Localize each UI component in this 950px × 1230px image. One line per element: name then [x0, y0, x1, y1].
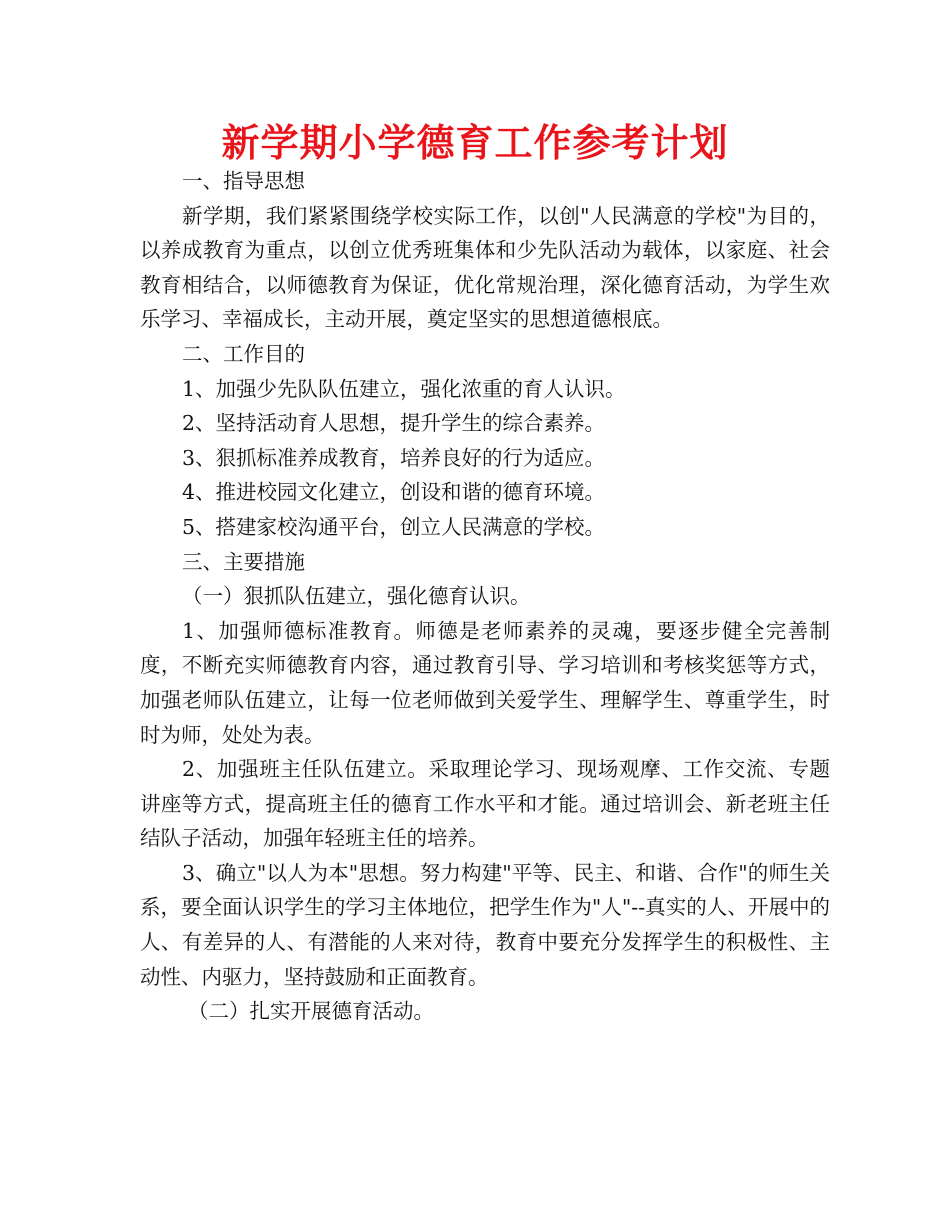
goal-item-1: 1、加强少先队队伍建立，强化浓重的育人认识。 — [182, 376, 626, 401]
section-heading-main-measures: 三、主要措施 — [182, 549, 305, 574]
goal-item-4: 4、推进校园文化建立，创设和谐的德育环境。 — [182, 480, 606, 505]
measure-paragraph-2: 2、加强班主任队伍建立。采取理论学习、现场观摩、工作交流、专题讲座等方式，提高班主任的德育工作水平和才能。通过培训会、新老班主任结队子活动，加强年轻班主任的培养。 — [140, 757, 830, 851]
goal-item-2: 2、坚持活动育人思想，提升学生的综合素养。 — [182, 411, 606, 436]
document-body — [140, 164, 830, 1029]
document-title: 新学期小学德育工作参考计划 — [221, 121, 729, 165]
section-heading-work-goals: 二、工作目的 — [182, 341, 305, 366]
subsection-heading-activities: （二）扎实开展德育活动。 — [188, 999, 434, 1024]
subsection-heading-team-building: （一）狠抓队伍建立，强化德育认识。 — [182, 584, 531, 609]
paragraph-guiding-thought: 新学期，我们紧紧围绕学校实际工作，以创"人民满意的学校"为目的，以养成教育为重点，以创立优秀班集体和少先队活动为载体，以家庭、社会教育相结合，以师德教育为保证，优化常规治理，深化德育活动，为学生欢乐学习、幸福成长，主动开展，奠定坚实的思想道德根底。 — [140, 203, 830, 332]
measure-paragraph-3: 3、确立"以人为本"思想。努力构建"平等、民主、和谐、合作"的师生关系，要全面认识学生的学习主体地位，把学生作为"人"--真实的人、开展中的人、有差异的人、有潜能的人来对待，教育中要充分发挥学生的积极性、主动性、内驱力，坚持鼓励和正面教育。 — [140, 860, 830, 989]
measure-paragraph-1: 1、加强师德标准教育。师德是老师素养的灵魂，要逐步健全完善制度，不断充实师德教育内容，通过教育引导、学习培训和考核奖惩等方式，加强老师队伍建立，让每一位老师做到关爱学生、理解学生、尊重学生，时时为师，处处为表。 — [140, 618, 830, 747]
section-heading-guiding-thought: 一、指导思想 — [182, 169, 305, 193]
goal-item-3: 3、狠抓标准养成教育，培养良好的行为适应。 — [182, 445, 606, 470]
goal-item-5: 5、搭建家校沟通平台，创立人民满意的学校。 — [182, 514, 606, 539]
